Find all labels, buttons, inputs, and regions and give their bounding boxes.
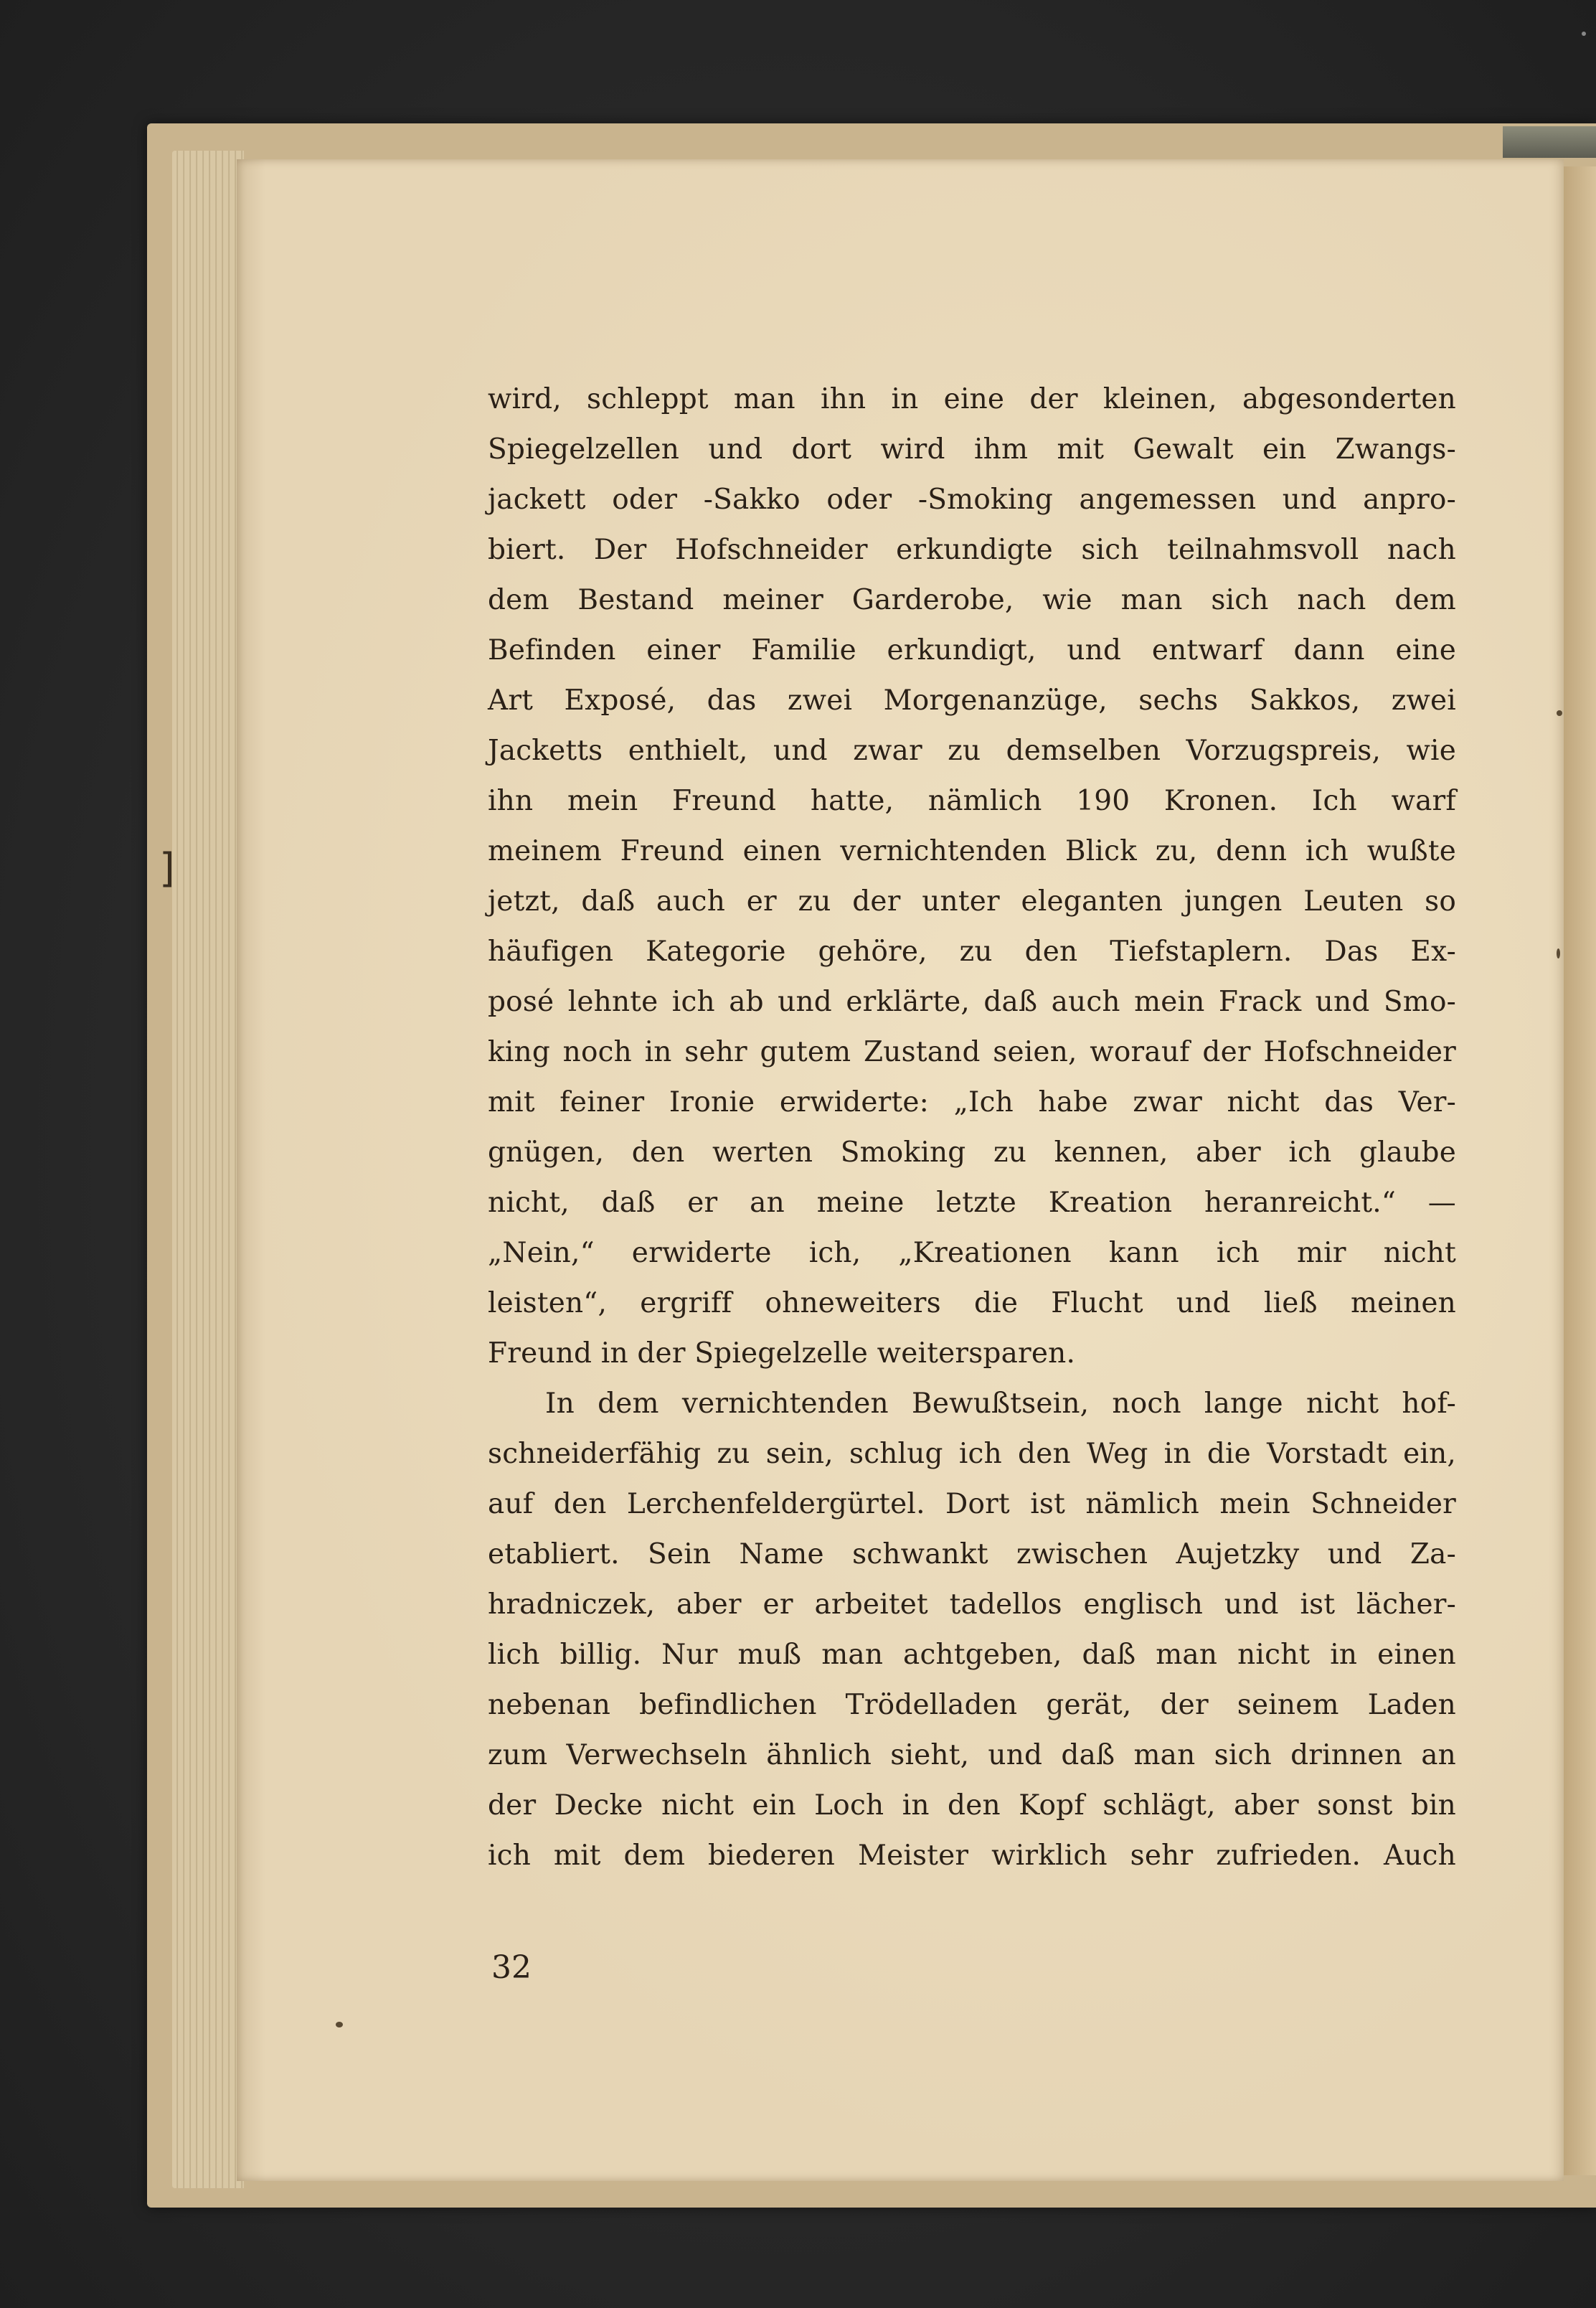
text-line: jetzt, daß auch er zu der unter eleganten jungen Leuten so <box>488 885 1456 918</box>
cover-spine-strip <box>1503 126 1596 158</box>
text-line: etabliert. Sein Name schwankt zwischen Aujetzky und Za- <box>488 1538 1456 1570</box>
text-line: nebenan befindlichen Trödelladen gerät, der seinem Laden <box>488 1689 1456 1721</box>
paper-speck <box>1557 710 1562 716</box>
text-line: dem Bestand meiner Garderobe, wie man sich nach dem <box>488 584 1456 616</box>
text-line: auf den Lerchenfeldergürtel. Dort ist nämlich mein Schneider <box>488 1488 1456 1520</box>
text-line: „Nein,“ erwiderte ich, „Kreationen kann ich mir nicht <box>488 1237 1456 1269</box>
text-line: Art Exposé, das zwei Morgenanzüge, sechs Sakkos, zwei <box>488 684 1456 717</box>
body-text <box>488 375 1456 1881</box>
text-line: leisten“, ergriff ohneweiters die Flucht und ließ meinen <box>488 1287 1456 1319</box>
text-line: Freund in der Spiegelzelle weitersparen. <box>488 1337 1076 1370</box>
text-line: häufigen Kategorie gehöre, zu den Tiefstaplern. Das Ex- <box>488 936 1456 968</box>
text-line: In dem vernichtenden Bewußtsein, noch lange nicht hof- <box>545 1388 1456 1420</box>
text-line: Spiegelzellen und dort wird ihm mit Gewalt ein Zwangs- <box>488 433 1456 466</box>
paper-speck <box>1557 948 1560 958</box>
text-line: posé lehnte ich ab und erklärte, daß auch mein Frack und Smo- <box>488 986 1456 1018</box>
text-line: ihn mein Freund hatte, nämlich 190 Kronen. Ich warf <box>488 785 1456 817</box>
text-line: meinem Freund einen vernichtenden Blick zu, denn ich wußte <box>488 835 1456 867</box>
text-line: ich mit dem biederen Meister wirklich sehr zufrieden. Auch <box>488 1840 1456 1872</box>
paper-speck <box>336 2022 343 2027</box>
text-line: king noch in sehr gutem Zustand seien, worauf der Hofschneider <box>488 1036 1456 1068</box>
text-line: biert. Der Hofschneider erkundigte sich teilnahmsvoll nach <box>488 534 1456 566</box>
text-line: schneiderfähig zu sein, schlug ich den Weg in die Vorstadt ein, <box>488 1438 1456 1470</box>
text-line: gnügen, den werten Smoking zu kennen, aber ich glaube <box>488 1136 1456 1169</box>
text-line: wird, schleppt man ihn in eine der kleinen, abgesonderten <box>488 383 1456 415</box>
text-line: Befinden einer Familie erkundigt, und entwarf dann eine <box>488 634 1456 667</box>
page-number: 32 <box>491 1949 532 1986</box>
text-line: mit feiner Ironie erwiderte: „Ich habe zwar nicht das Ver- <box>488 1086 1456 1118</box>
text-line: jackett oder -Sakko oder -Smoking angemessen und anpro- <box>488 484 1456 516</box>
facing-page-edge <box>1564 166 1596 2175</box>
text-line: zum Verwechseln ähnlich sieht, und daß man sich drinnen an <box>488 1739 1456 1771</box>
text-line: der Decke nicht ein Loch in den Kopf schlägt, aber sonst bin <box>488 1789 1456 1822</box>
text-line: nicht, daß er an meine letzte Kreation heranreicht.“ — <box>488 1187 1456 1219</box>
margin-mark: ] <box>159 845 175 892</box>
paper-speck <box>1582 32 1586 36</box>
text-line: lich billig. Nur muß man achtgeben, daß man nicht in einen <box>488 1639 1456 1671</box>
text-line: Jacketts enthielt, und zwar zu demselben Vorzugspreis, wie <box>488 735 1456 767</box>
page-stack-edges <box>172 151 244 2188</box>
text-line: hradniczek, aber er arbeitet tadellos englisch und ist lächer- <box>488 1588 1456 1621</box>
